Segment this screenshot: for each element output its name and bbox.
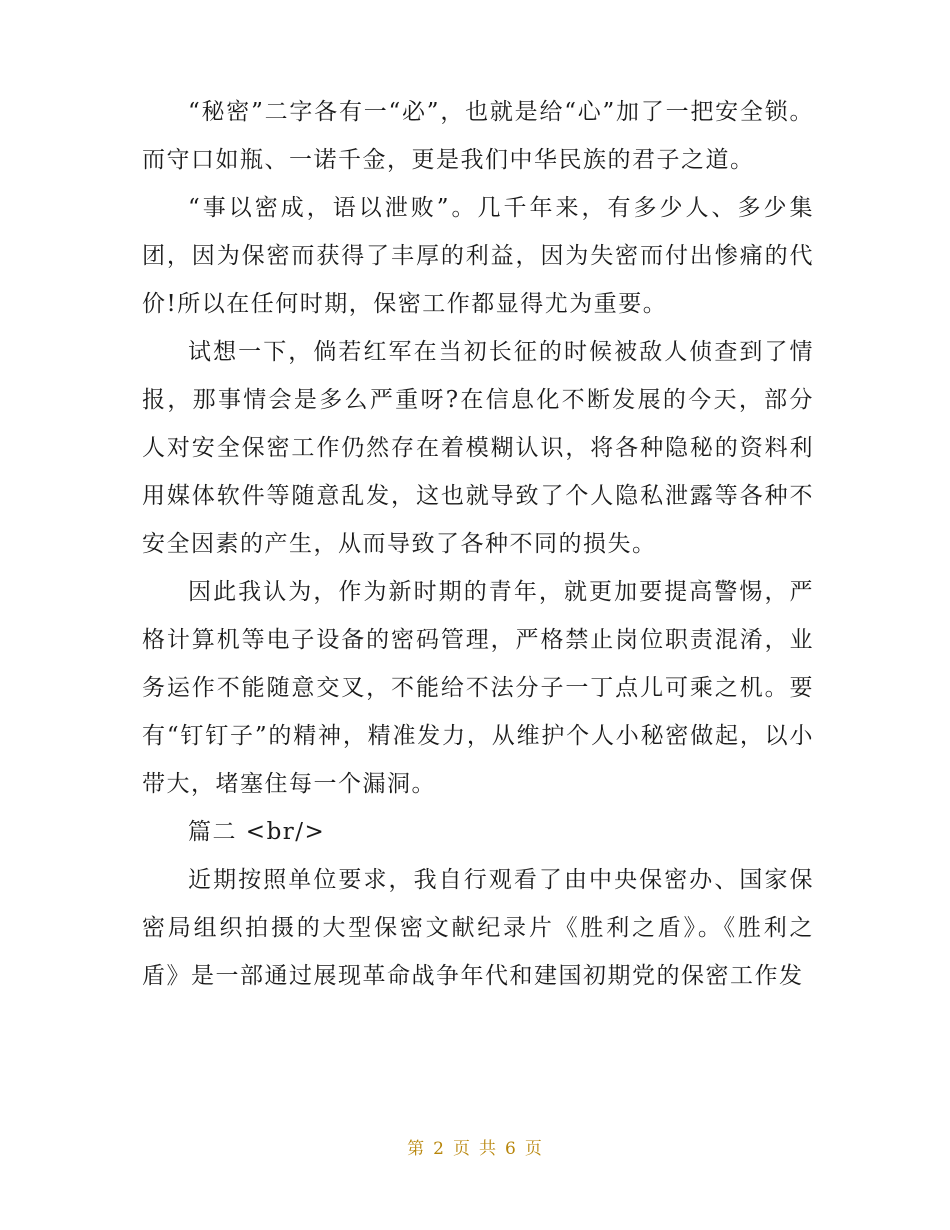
section-heading-part-two: 篇二 <br/>: [188, 819, 326, 845]
footer-suffix: 页: [524, 1139, 543, 1159]
footer-total-word: 共: [479, 1139, 497, 1159]
paragraph-5: 近期按照单位要求，我自行观看了由中央保密办、国家保密局组织拍摄的大型保密文献纪录片《胜利之盾》。《胜利之盾》是一部通过展现革命战争年代和建国初期党的保密工作发: [142, 867, 814, 989]
document-body: [142, 88, 814, 1000]
paragraph-2: “事以密成，语以泄败”。几千年来，有多少人、多少集团，因为保密而获得了丰厚的利益，因为失密而付出惨痛的代价!所以在任何时期，保密工作都显得尤为重要。: [142, 195, 814, 317]
footer-page-word: 页: [453, 1139, 471, 1159]
paragraph-3: 试想一下，倘若红军在当初长征的时候被敌人侦查到了情报，那事情会是多么严重呀?在信息化不断发展的今天，部分人对安全保密工作仍然存在着模糊认识，将各种隐秘的资料利用媒体软件等随意乱发，这也就导致了个人隐私泄露等各种不安全因素的产生，从而导致了各种不同的损失。: [142, 339, 814, 557]
page-footer: [0, 1134, 950, 1159]
footer-current-page: 2: [433, 1139, 445, 1159]
paragraph-1: “秘密”二字各有一“必”，也就是给“心”加了一把安全锁。而守口如瓶、一诺千金，更是我们中华民族的君子之道。: [142, 99, 814, 173]
paragraph-4: 因此我认为，作为新时期的青年，就更加要提高警惕，严格计算机等电子设备的密码管理，严格禁止岗位职责混淆，业务运作不能随意交叉，不能给不法分子一丁点儿可乘之机。要有“钉钉子”的精神，精准发力，从维护个人小秘密做起，以小带大，堵塞住每一个漏洞。: [142, 579, 814, 797]
footer-total-pages: 6: [505, 1139, 517, 1159]
footer-prefix: 第: [407, 1139, 426, 1159]
